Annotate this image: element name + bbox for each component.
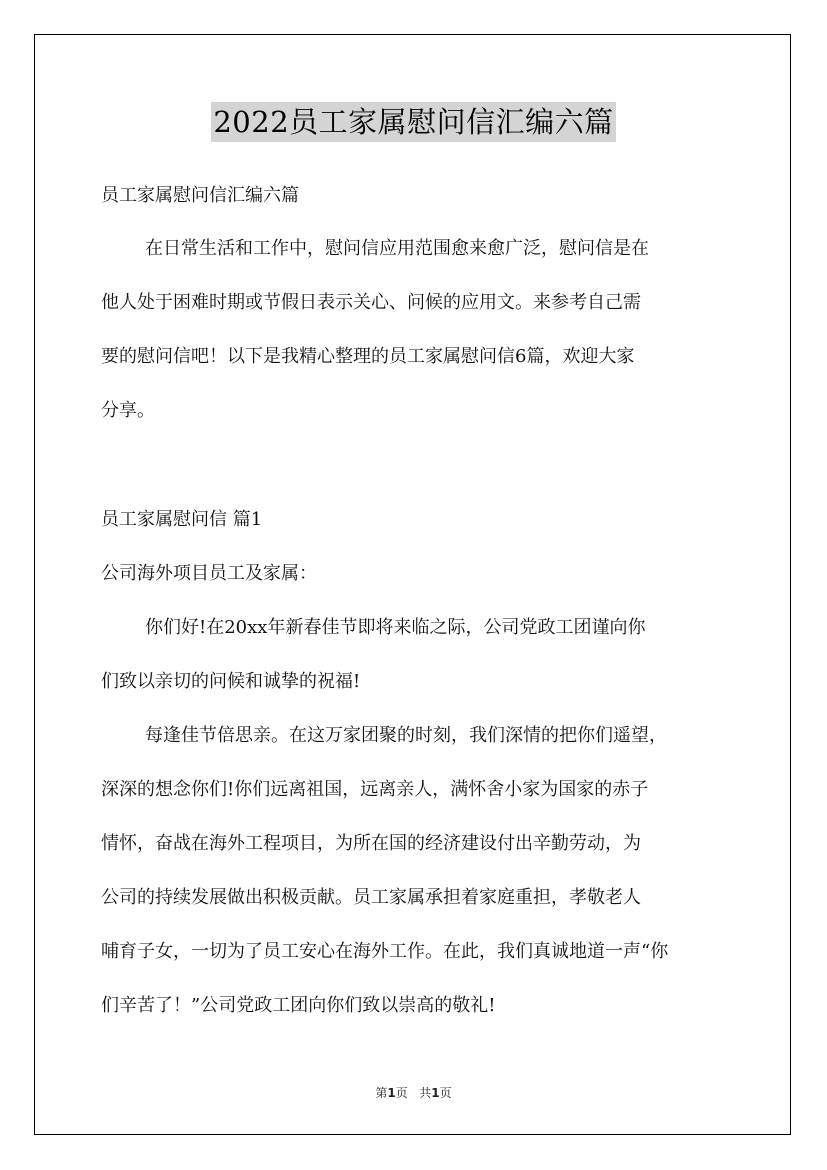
- paragraph-line: 公司的持续发展做出积极贡献。员工家属承担着家庭重担，孝敬老人: [101, 887, 641, 908]
- title-container: [0, 102, 827, 142]
- footer-middle: 页 共: [395, 1086, 432, 1100]
- intro-line: 要的慰问信吧！以下是我精心整理的员工家属慰问信6篇，欢迎大家: [101, 346, 635, 367]
- paragraph-line: 深深的想念你们!你们远离祖国，远离亲人，满怀舍小家为国家的赤子: [101, 779, 649, 800]
- page-footer: [0, 1084, 827, 1101]
- paragraph-line: 们辛苦了！”公司党政工团向你们致以崇高的敬礼!: [101, 995, 496, 1016]
- section-heading: 员工家属慰问信 篇1: [101, 509, 263, 530]
- paragraph-line: 情怀，奋战在海外工程项目，为所在国的经济建设付出辛勤劳动，为: [101, 833, 641, 854]
- document-title: 2022员工家属慰问信汇编六篇: [211, 102, 615, 142]
- footer-suffix: 页: [439, 1086, 452, 1100]
- footer-prefix: 第: [375, 1086, 388, 1100]
- paragraph-line: 每逢佳节倍思亲。在这万家团聚的时刻，我们深情的把你们遥望，: [145, 725, 667, 746]
- footer-page-total: 1: [431, 1086, 440, 1100]
- footer-page-number: 1: [387, 1086, 396, 1100]
- paragraph-line: 们致以亲切的问候和诚挚的祝福!: [101, 671, 361, 692]
- document-subtitle: 员工家属慰问信汇编六篇: [101, 185, 299, 206]
- intro-line: 他人处于困难时期或节假日表示关心、问候的应用文。来参考自己需: [101, 292, 641, 313]
- paragraph-line: 你们好!在20xx年新春佳节即将来临之际，公司党政工团谨向你: [145, 617, 646, 638]
- salutation: 公司海外项目员工及家属：: [101, 563, 317, 584]
- intro-line: 分享。: [101, 400, 155, 421]
- intro-line: 在日常生活和工作中，慰问信应用范围愈来愈广泛，慰问信是在: [145, 238, 649, 259]
- paragraph-line: 哺育子女，一切为了员工安心在海外工作。在此，我们真诚地道一声“你: [101, 941, 669, 962]
